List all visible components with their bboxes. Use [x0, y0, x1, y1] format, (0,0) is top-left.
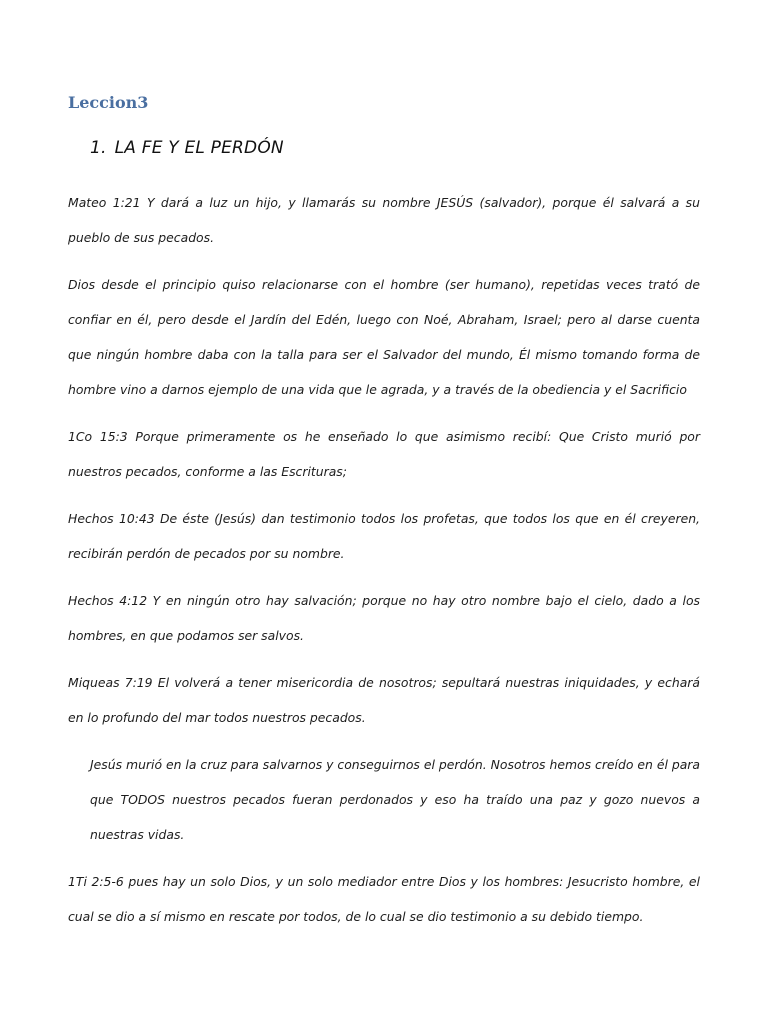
- paragraph-jesus-murio: Jesús murió en la cruz para salvarnos y conseguirnos el perdón. Nosotros hemos creído en él para que TODOS nuestros pecados fueran perdonados y eso ha traído una paz y gozo nuevos a nuestras vidas.: [90, 757, 700, 842]
- section-number: 1.: [90, 138, 107, 158]
- section-heading-text: LA FE Y EL PERDÓN: [114, 138, 284, 158]
- document-title: Leccion3: [68, 93, 149, 112]
- paragraph-hechos-4-12: Hechos 4:12 Y en ningún otro hay salvación; porque no hay otro nombre bajo el cielo, dado a los hombres, en que podamos ser salvos.: [68, 593, 700, 643]
- paragraph-1co-15-3: 1Co 15:3 Porque primeramente os he enseñado lo que asimismo recibí: Que Cristo murió por nuestros pecados, conforme a las Escrituras;: [68, 429, 700, 479]
- paragraph-dios-desde-el-principio: Dios desde el principio quiso relacionarse con el hombre (ser humano), repetidas veces trató de confiar en él, pero desde el Jardín del Edén, luego con Noé, Abraham, Israel; pero al darse cuenta que ningún hombre daba con la talla para ser el Salvador del mundo, Él mismo tomando forma de hombre vino a darnos ejemplo de una vida que le agrada, y a través de la obediencia y el Sacrificio: [68, 277, 700, 397]
- paragraph-miqueas-7-19: Miqueas 7:19 El volverá a tener misericordia de nosotros; sepultará nuestras iniquidades, y echará en lo profundo del mar todos nuestros pecados.: [68, 675, 700, 725]
- section-heading: [90, 138, 284, 158]
- document-body: [68, 185, 700, 946]
- paragraph-hechos-10-43: Hechos 10:43 De éste (Jesús) dan testimonio todos los profetas, que todos los que en él creyeren, recibirán perdón de pecados por su nombre.: [68, 511, 700, 561]
- paragraph-1ti-2-5-6: 1Ti 2:5-6 pues hay un solo Dios, y un solo mediador entre Dios y los hombres: Jesucristo hombre, el cual se dio a sí mismo en rescate por todos, de lo cual se dio testimonio a su debido tiempo.: [68, 874, 700, 924]
- paragraph-mateo-1-21: Mateo 1:21 Y dará a luz un hijo, y llamarás su nombre JESÚS (salvador), porque él salvará a su pueblo de sus pecados.: [68, 195, 700, 245]
